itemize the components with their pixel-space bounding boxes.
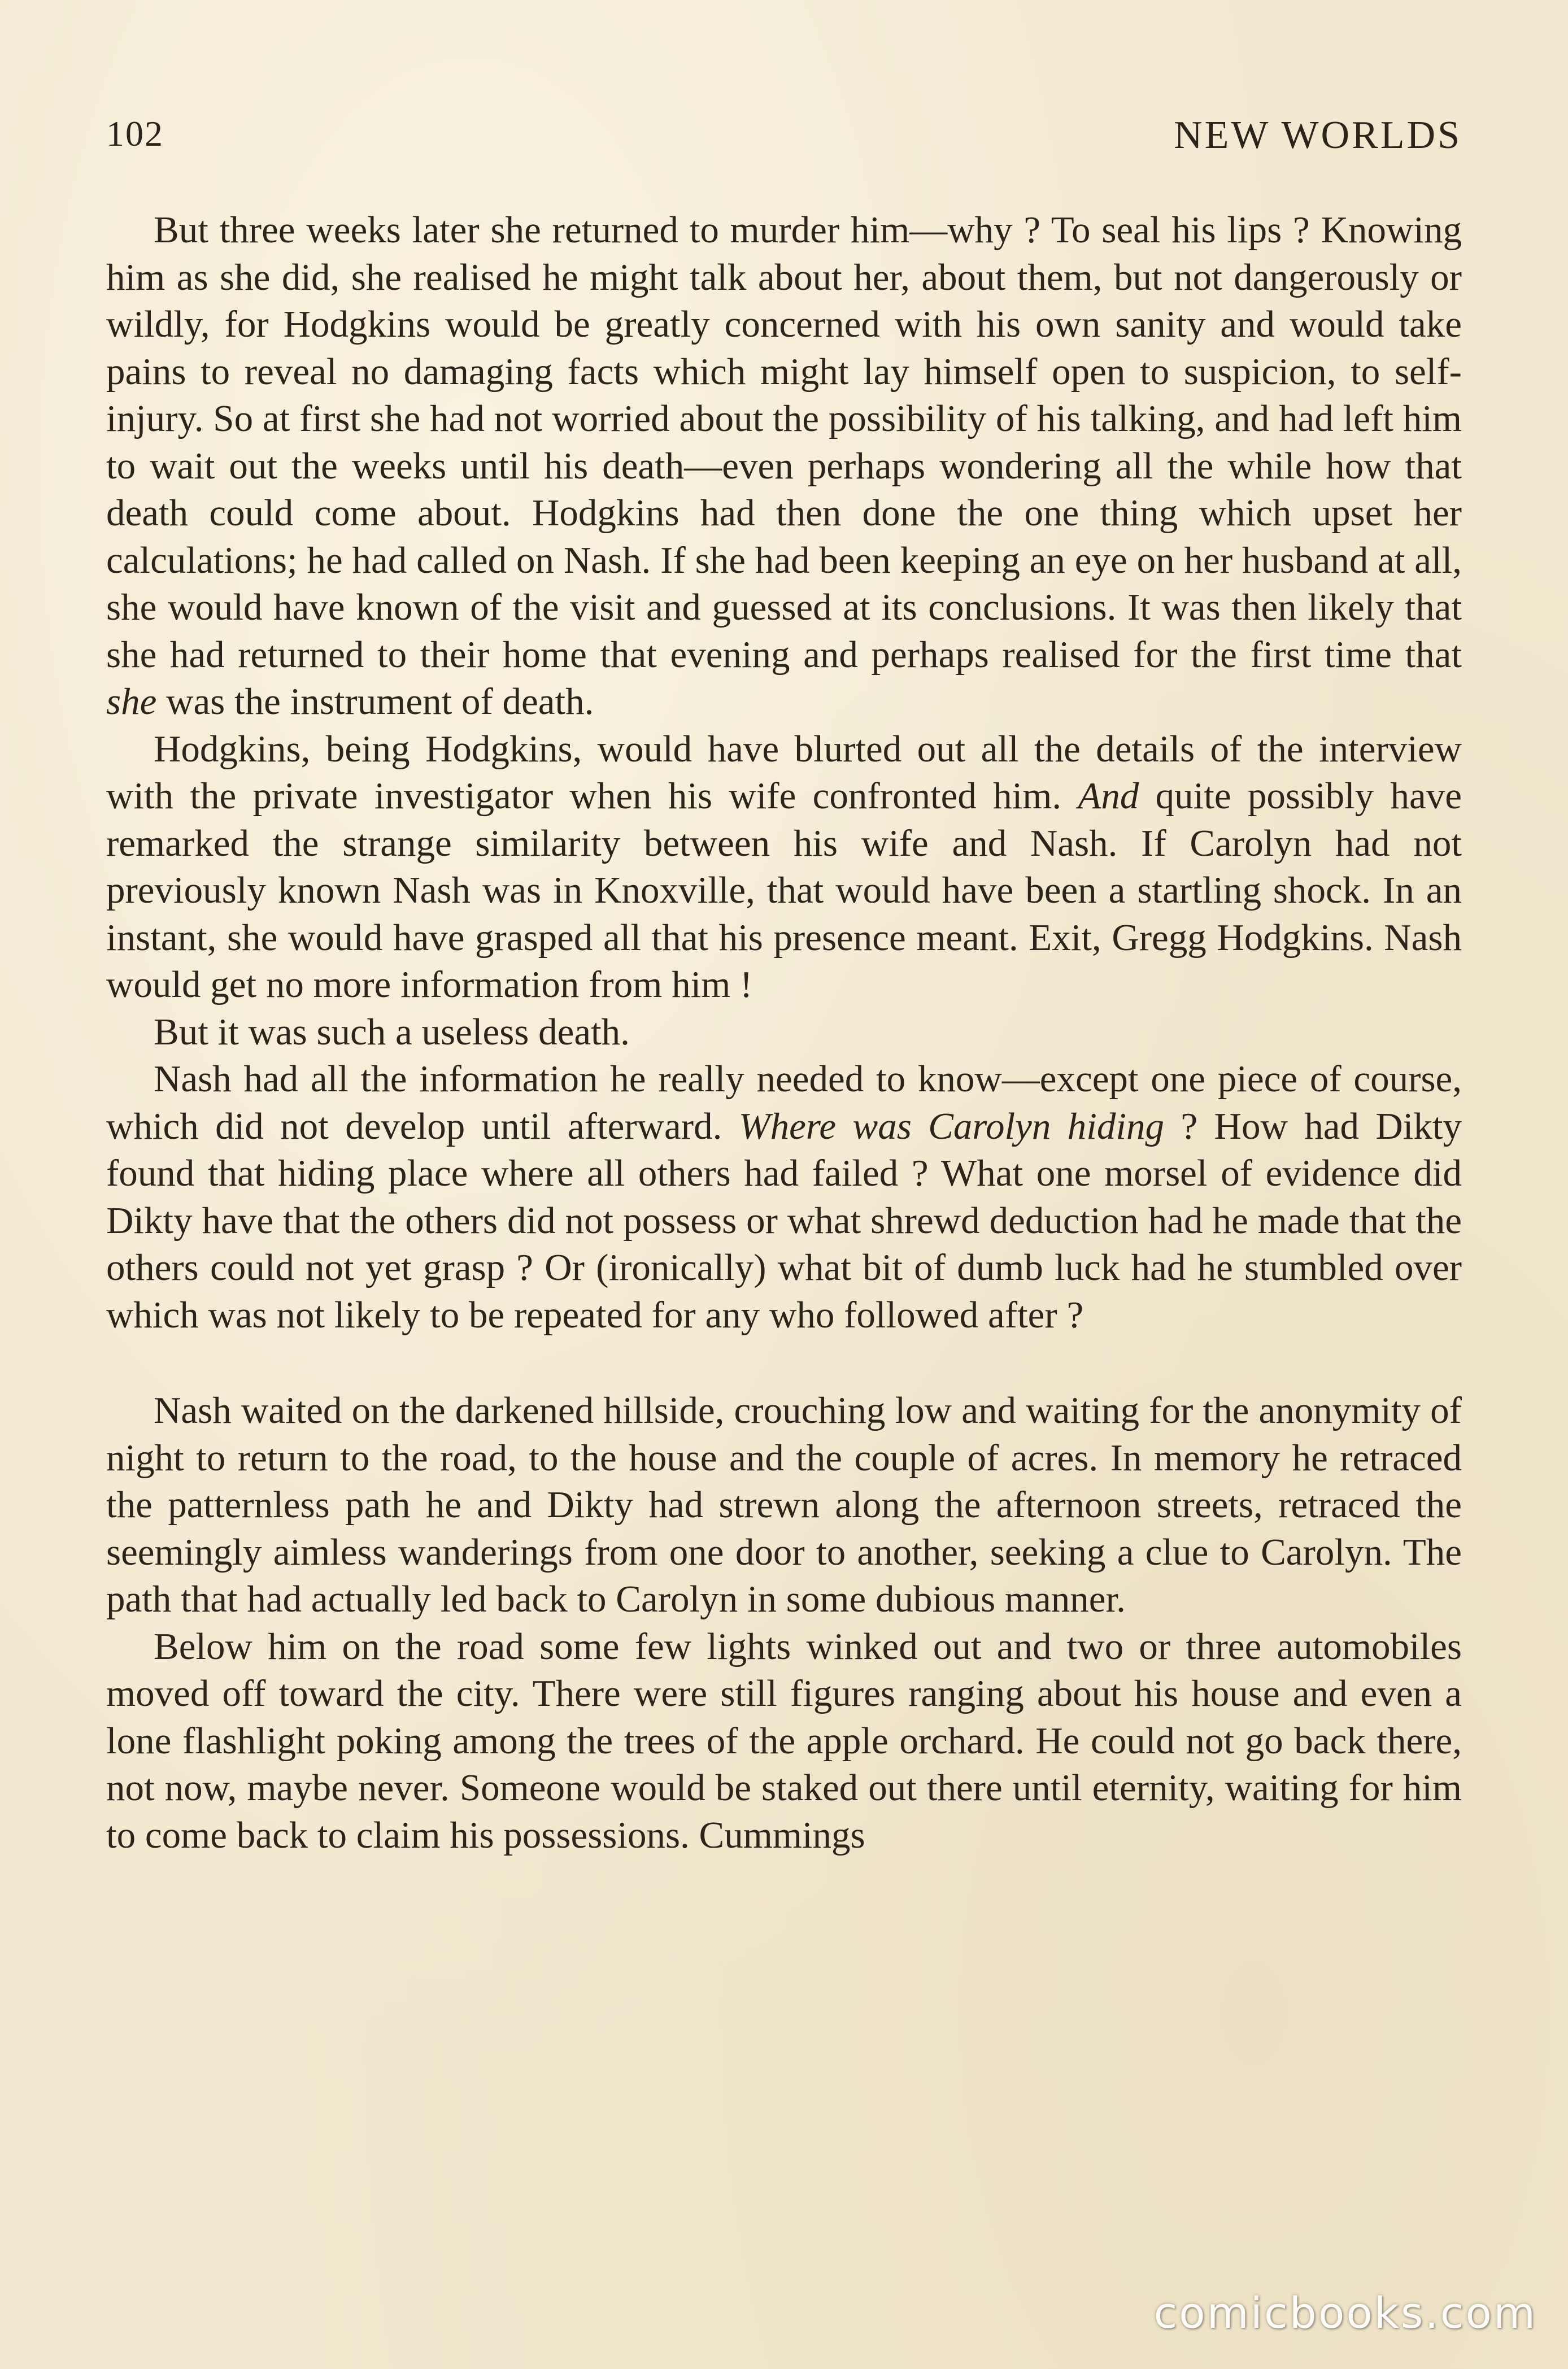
paragraph: But three weeks later she returned to murder him—why ? To seal his lips ? Knowing him as she did, she realised he might talk about her, about them, but not dangerously or wildly, for Hodgkins would be greatly concerned with his own sanity and would take pains to reveal no damaging facts which might lay himself open to suspicion, to self-injury. So at first she had not worried about the possibility of his talking, and had left him to wait out the weeks until his death—even perhaps wondering all the while how that death could come about. Hodgkins had then done the one thing which upset her calculations; he had called on Nash. If she had been keeping an eye on her husband at all, she would have known of the visit and guessed at its conclusions. It was then likely that she had returned to their home that evening and perhaps realised for the first time that she was the instrument of death. xyxy=(106,209,1462,722)
page-number: 102 xyxy=(106,114,164,154)
paragraph: But it was such a useless death. xyxy=(154,1011,630,1053)
watermark: comicbooks.com xyxy=(1153,2288,1537,2338)
emphasis: And xyxy=(1078,775,1139,817)
body-text xyxy=(106,207,1462,1859)
running-title: NEW WORLDS xyxy=(1174,114,1462,157)
paragraph: Nash waited on the darkened hillside, crouching low and waiting for the anonymity of night to return to the road, to the house and the couple of acres. In memory he retraced the patternless path he and Dikty had strewn along the afternoon streets, retraced the seemingly aimless wanderings from one door to another, seeking a clue to Carolyn. The path that had actually led back to Carolyn in some dubious manner. xyxy=(106,1390,1462,1620)
paragraph: Nash had all the information he really needed to know—except one piece of course, which did not develop until afterward. Where was Carolyn hiding ? How had Dikty found that hiding place where all others had failed ? What one morsel of evidence did Dikty have that the others did not possess or what shrewd deduction had he made that the others could not yet grasp ? Or (ironically) what bit of dumb luck had he stumbled over which was not likely to be repeated for any who followed after ? xyxy=(106,1058,1462,1336)
emphasis: Where was Carolyn hiding xyxy=(738,1105,1164,1147)
paragraph: Below him on the road some few lights winked out and two or three automobiles moved off toward the city. There were still figures ranging about his house and even a lone flashlight poking among the trees of the apple orchard. He could not go back there, not now, maybe never. Someone would be staked out there until eternity, waiting for him to come back to claim his possessions. Cummings xyxy=(106,1625,1462,1856)
section-break xyxy=(106,1339,1462,1387)
paragraph: Hodgkins, being Hodgkins, would have blurted out all the details of the interview with the private investigator when his wife confronted him. And quite possibly have remarked the strange similarity between his wife and Nash. If Carolyn had not previously known Nash was in Knoxville, that would have been a startling shock. In an instant, she would have grasped all that his presence meant. Exit, Gregg Hodgkins. Nash would get no more information from him ! xyxy=(106,728,1462,1005)
running-head xyxy=(106,113,1462,164)
emphasis: she xyxy=(106,681,157,722)
